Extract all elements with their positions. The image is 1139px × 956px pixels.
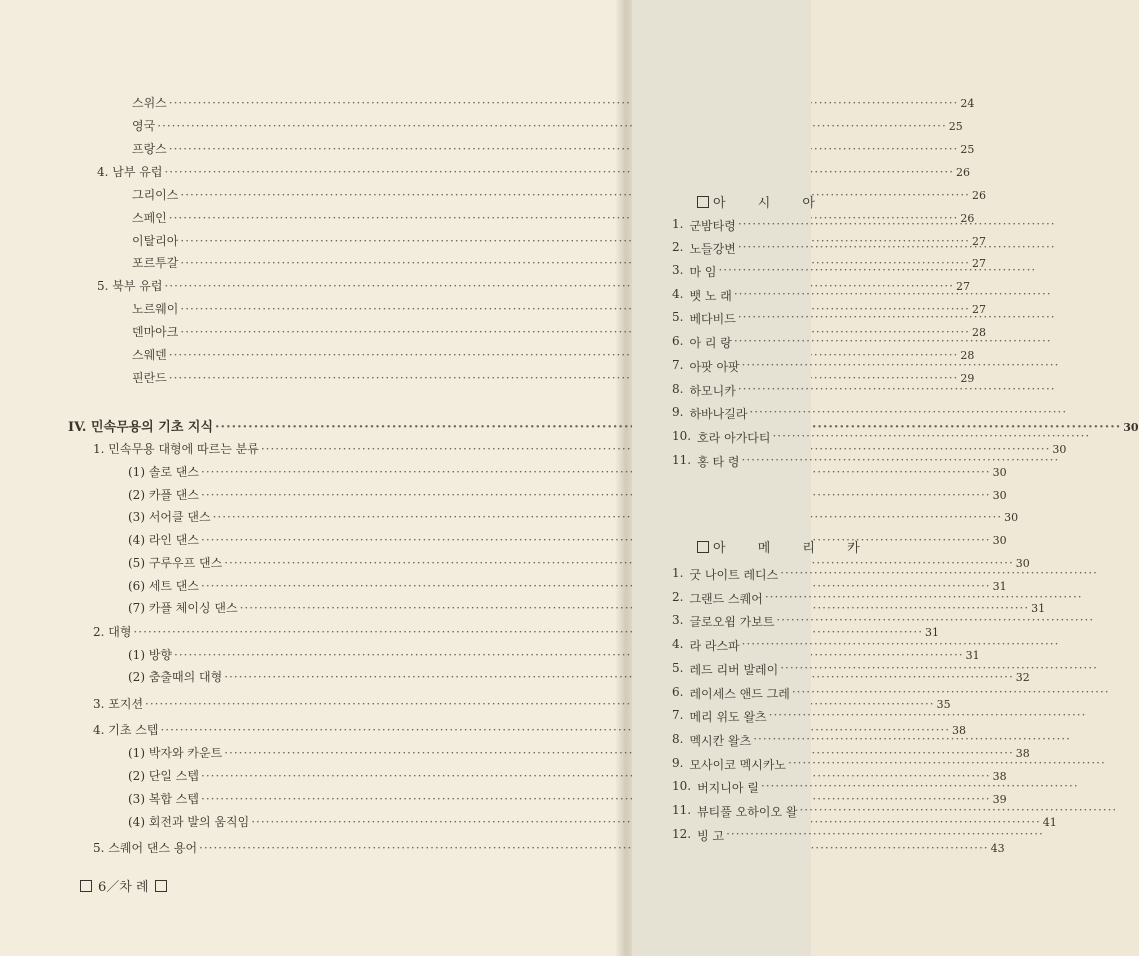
toc-entry — [132, 254, 986, 271]
contents-item — [672, 287, 832, 304]
item-number: 10. — [672, 779, 692, 793]
dot-leader — [169, 96, 959, 110]
item-title: 노들강변 — [689, 242, 736, 256]
toc-entry — [128, 508, 1019, 525]
toc-page-number: 32 — [1015, 671, 1030, 684]
toc-entry-label: 노르웨이 — [132, 302, 179, 316]
toc-page-number: 38 — [1015, 747, 1030, 760]
toc-page-number: 25 — [948, 120, 963, 133]
dot-leader — [180, 188, 970, 202]
section-heading — [697, 537, 874, 556]
toc-page-number: 27 — [971, 257, 986, 270]
square-icon — [697, 196, 709, 208]
toc-page-number: 41 — [1042, 816, 1057, 829]
toc-entry-label: (2) 춤출때의 대형 — [128, 670, 223, 684]
item-number: 11. — [672, 803, 692, 817]
dot-leader — [742, 453, 1060, 470]
toc-entry-label: (1) 박자와 카운트 — [128, 746, 223, 760]
contents-item — [672, 217, 832, 234]
dot-leader — [780, 566, 1098, 583]
contents-item — [672, 590, 832, 607]
toc-entry-label: 프랑스 — [132, 142, 167, 156]
toc-entry — [132, 117, 963, 134]
toc-entry — [132, 300, 986, 317]
toc-entry — [93, 839, 1005, 856]
page-footer — [80, 876, 167, 895]
toc-page-number: 43 — [990, 842, 1005, 855]
toc-page-number: 31 — [925, 626, 940, 639]
toc-entry — [132, 186, 986, 203]
item-title: 뱃 노 래 — [689, 289, 732, 303]
toc-page-number: 35 — [936, 698, 951, 711]
dot-leader — [749, 405, 1067, 422]
toc-page-number: 28 — [960, 349, 975, 362]
dot-leader — [738, 217, 1056, 234]
toc-entry-label: 영국 — [132, 119, 156, 133]
toc-page-number: 31 — [965, 649, 980, 662]
item-number: 8. — [672, 732, 684, 746]
toc-page-number: 30 — [992, 489, 1007, 502]
toc-entry-label: (1) 솔로 댄스 — [128, 465, 199, 479]
dot-leader — [765, 590, 1083, 607]
toc-page-number: 26 — [960, 212, 975, 225]
item-title: 메리 위도 왈츠 — [689, 710, 767, 724]
toc-entry — [97, 163, 971, 180]
toc-entry — [128, 577, 1007, 594]
dot-leader — [201, 488, 991, 502]
item-number: 11. — [672, 453, 692, 467]
toc-entry — [132, 369, 975, 386]
item-title: 그랜드 스퀘어 — [689, 592, 763, 606]
item-title: 베다비드 — [689, 312, 736, 326]
toc-entry — [93, 695, 951, 712]
toc-entry — [132, 323, 986, 340]
item-number: 3. — [672, 263, 684, 277]
item-title: 굿 나이트 레디스 — [689, 568, 779, 582]
toc-entry — [128, 744, 1030, 761]
dot-leader — [738, 240, 1056, 257]
toc-page-number: 31 — [1031, 602, 1046, 615]
dot-leader — [799, 803, 1117, 820]
section-heading-text: 아 시 아 — [713, 196, 829, 211]
dot-leader — [738, 382, 1056, 399]
dot-leader — [213, 510, 1003, 524]
toc-page-number: 30 — [992, 534, 1007, 547]
toc-entry — [132, 94, 975, 111]
toc-entry — [128, 463, 1007, 480]
toc-page-number: 29 — [960, 372, 975, 385]
item-title: 홍 타 령 — [697, 455, 740, 469]
toc-page-number: 38 — [952, 724, 967, 737]
toc-entry — [128, 486, 1007, 503]
item-number: 2. — [672, 240, 684, 254]
item-number: 1. — [672, 566, 684, 580]
toc-entry-label: (6) 세트 댄스 — [128, 579, 199, 593]
item-title: 마 임 — [689, 265, 717, 279]
contents-item — [672, 310, 832, 327]
item-number: 6. — [672, 334, 684, 348]
toc-entry-label: 이탈리아 — [132, 234, 179, 248]
toc-page-number: 27 — [971, 235, 986, 248]
toc-entry — [68, 416, 1139, 435]
square-icon — [697, 541, 709, 553]
toc-page-number: 25 — [960, 143, 975, 156]
contents-item — [672, 263, 832, 280]
contents-item — [672, 429, 832, 446]
contents-item — [672, 827, 832, 844]
square-icon — [80, 880, 92, 892]
toc-entry-label: 스위스 — [132, 96, 167, 110]
toc-entry-label: (3) 서어클 댄스 — [128, 510, 211, 524]
toc-page-number: 30 — [1004, 511, 1019, 524]
item-title: 하모니카 — [689, 384, 736, 398]
toc-entry-label: (2) 카플 댄스 — [128, 488, 199, 502]
dot-leader — [169, 142, 959, 156]
toc-page-number: 30 — [1052, 443, 1067, 456]
dot-leader — [738, 310, 1056, 327]
toc-entry-label: 덴마아크 — [132, 325, 179, 339]
dot-leader — [780, 661, 1098, 678]
dot-leader — [753, 732, 1071, 749]
item-title: 레이세스 앤드 그레 — [689, 687, 790, 701]
item-title: 버지니아 릴 — [697, 781, 759, 795]
contents-item — [672, 240, 832, 257]
contents-item — [672, 382, 832, 399]
contents-item — [672, 334, 832, 351]
item-number: 9. — [672, 405, 684, 419]
dot-leader — [157, 119, 947, 133]
toc-page-number: 39 — [992, 793, 1007, 806]
toc-entry-label: 4. 기초 스텝 — [93, 723, 159, 737]
toc-page-number: 27 — [971, 303, 986, 316]
toc-page-number: 38 — [992, 770, 1007, 783]
contents-item — [672, 566, 832, 583]
contents-item — [672, 708, 832, 725]
item-number: 9. — [672, 756, 684, 770]
item-number: 6. — [672, 685, 684, 699]
dot-leader — [776, 613, 1094, 630]
item-number: 7. — [672, 708, 684, 722]
item-title: 라 라스파 — [689, 639, 740, 653]
toc-entry — [97, 277, 971, 294]
item-title: 멕시칸 왈츠 — [689, 734, 752, 748]
toc-entry — [132, 140, 975, 157]
toc-entry-label: (5) 구루우프 댄스 — [128, 556, 223, 570]
contents-item — [672, 732, 832, 749]
toc-entry-label: (1) 방향 — [128, 648, 172, 662]
item-number: 10. — [672, 429, 692, 443]
dot-leader — [742, 358, 1060, 375]
item-title: 아팟 아팟 — [689, 360, 740, 374]
contents-item — [672, 661, 832, 678]
section-heading — [697, 192, 829, 211]
item-title: 글로오윔 가보트 — [689, 615, 775, 629]
contents-item — [672, 405, 832, 422]
dot-leader — [769, 708, 1087, 725]
item-number: 2. — [672, 590, 684, 604]
toc-page-number: 30 — [1123, 421, 1139, 434]
toc-entry-label: (7) 카플 체이싱 댄스 — [128, 601, 238, 615]
toc-page-number: 31 — [992, 580, 1007, 593]
item-number: 5. — [672, 310, 684, 324]
contents-item — [672, 613, 832, 630]
dot-leader — [788, 756, 1106, 773]
toc-entry-label: 2. 대형 — [93, 625, 132, 639]
toc-page-number: 24 — [960, 97, 975, 110]
toc-entry-label: 3. 포지션 — [93, 697, 144, 711]
item-number: 5. — [672, 661, 684, 675]
toc-entry — [128, 531, 1007, 548]
item-number: 8. — [672, 382, 684, 396]
item-number: 4. — [672, 287, 684, 301]
square-icon — [155, 880, 167, 892]
contents-item — [672, 637, 832, 654]
item-title: 모사이코 멕시카노 — [689, 758, 787, 772]
toc-entry-label: 5. 북부 유럽 — [97, 279, 163, 293]
toc-entry-label: 1. 민속무용 대형에 따르는 분류 — [93, 442, 259, 456]
toc-entry — [128, 813, 1057, 830]
toc-entry-label: 포르투갈 — [132, 256, 179, 270]
dot-leader — [726, 827, 1044, 844]
toc-entry-label: 그리이스 — [132, 188, 179, 202]
dot-leader — [718, 263, 1036, 280]
toc-entry-label: 4. 남부 유럽 — [97, 165, 163, 179]
section-heading-text: 아 메 리 카 — [713, 541, 874, 556]
toc-page-number: 30 — [1015, 557, 1030, 570]
toc-page-number: 26 — [971, 189, 986, 202]
toc-entry-label: (4) 회전과 발의 움직임 — [128, 815, 250, 829]
item-title: 아 리 랑 — [689, 336, 732, 350]
dot-leader — [164, 165, 954, 179]
item-title: 빙 고 — [697, 829, 725, 843]
contents-item — [672, 803, 832, 820]
toc-entry — [128, 790, 1007, 807]
dot-leader — [742, 637, 1060, 654]
toc-entry — [132, 346, 975, 363]
toc-page-number: 26 — [956, 166, 971, 179]
toc-entry-label: 핀란드 — [132, 371, 167, 385]
item-title: 하바나길라 — [689, 407, 748, 421]
toc-entry-label: (3) 복합 스텝 — [128, 792, 199, 806]
contents-item — [672, 779, 832, 796]
item-number: 3. — [672, 613, 684, 627]
item-title: 레드 리버 발레이 — [689, 663, 779, 677]
dot-leader — [772, 429, 1090, 446]
item-title: 호라 아가다티 — [697, 431, 771, 445]
toc-entry-label: (4) 라인 댄스 — [128, 533, 199, 547]
toc-entry-label: 스페인 — [132, 211, 167, 225]
dot-leader — [734, 334, 1052, 351]
item-title: 군밤타령 — [689, 219, 736, 233]
contents-item — [672, 756, 832, 773]
toc-entry-label: 5. 스퀘어 댄스 용어 — [93, 841, 198, 855]
item-number: 12. — [672, 827, 692, 841]
dot-leader — [792, 685, 1110, 702]
item-title: 뷰티풀 오하이오 왈 — [697, 805, 798, 819]
toc-entry — [93, 440, 1067, 457]
footer-text: 6／차 례 — [98, 880, 149, 895]
toc-entry-label: (2) 단일 스텝 — [128, 769, 199, 783]
toc-entry — [93, 623, 940, 640]
toc-entry-label: IV. 민속무용의 기초 지식 — [68, 420, 214, 435]
toc-page-number: 30 — [992, 466, 1007, 479]
contents-item — [672, 453, 832, 470]
dot-leader — [761, 779, 1079, 796]
toc-page-number: 28 — [971, 326, 986, 339]
toc-page-number: 27 — [956, 280, 971, 293]
contents-item — [672, 358, 832, 375]
item-number: 7. — [672, 358, 684, 372]
right-page — [632, 0, 874, 956]
toc-entry — [128, 767, 1007, 784]
contents-item — [672, 685, 832, 702]
item-number: 1. — [672, 217, 684, 231]
toc-entry — [128, 554, 1030, 571]
toc-entry-label: 스웨덴 — [132, 348, 167, 362]
item-number: 4. — [672, 637, 684, 651]
toc-entry — [93, 721, 967, 738]
dot-leader — [734, 287, 1052, 304]
